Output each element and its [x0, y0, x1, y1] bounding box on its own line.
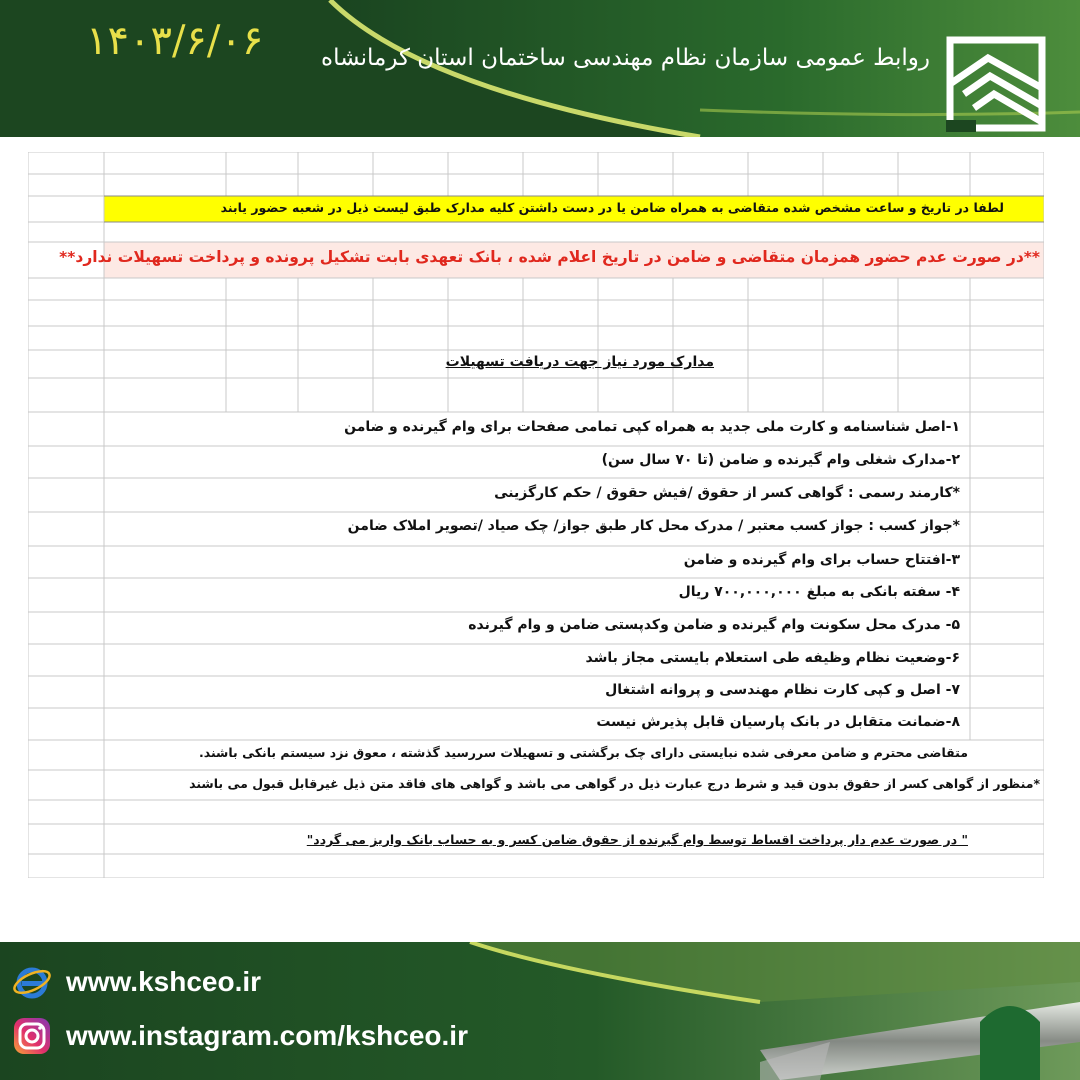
attendance-warning: **در صورت عدم حضور همزمان متقاضی و ضامن در تاریخ اعلام شده ، بانک تعهدی بابت تشکیل پرونده و پرداخت تسهیلات ندارد** [59, 248, 1040, 266]
document-item: *کارمند رسمی : گواهی کسر از حقوق /فیش حقوق / حکم کارگزینی [494, 485, 960, 501]
document-item: ۷- اصل و کپی کارت نظام مهندسی و پروانه اشتغال [605, 682, 960, 698]
document-item: ۲-مدارک شغلی وام گیرنده و ضامن (تا ۷۰ سال سن) [601, 452, 960, 468]
organization-logo-icon [946, 36, 1046, 132]
document-item: ۵- مدرک محل سکونت وام گیرنده و ضامن وکدپستی ضامن و وام گیرنده [468, 617, 960, 633]
footer-website-line [12, 962, 261, 1002]
header-banner [0, 0, 1080, 137]
website-link[interactable]: www.kshceo.ir [66, 966, 262, 997]
document-item: ۶-وضعیت نظام وظیفه طی استعلام بایستی مجاز باشد [585, 650, 960, 666]
spreadsheet-document [28, 152, 1044, 878]
web-browser-icon [12, 962, 52, 1002]
header-date: ۱۴۰۳/۶/۰۶ [86, 18, 264, 64]
document-item: *جواز کسب : جواز کسب معتبر / مدرک محل کار طبق جواز/ چک صیاد /تصویر املاک ضامن [347, 518, 960, 534]
attendance-instruction: لطفا در تاریخ و ساعت مشخص شده متقاضی به همراه ضامن یا در دست داشتن کلیه مدارک طبق لیست ذیل در شعبه حضور یابند [220, 200, 1004, 215]
instagram-icon [12, 1016, 52, 1056]
document-item: ۸-ضمانت متقابل در بانک پارسیان قابل پذیرش نیست [596, 714, 960, 730]
document-item: ۱-اصل شناسنامه و کارت ملی جدید به همراه کپی تمامی صفحات برای وام گیرنده و ضامن [344, 419, 960, 435]
organization-title: روابط عمومی سازمان نظام مهندسی ساختمان استان کرمانشاه [321, 45, 930, 71]
guarantor-note: متقاضی محترم و ضامن معرفی شده نبایستی دارای چک برگشتی و تسهیلات سررسید گذشته ، معوق نزد سیستم بانکی باشند. [198, 745, 968, 760]
salary-deduction-note: *منظور از گواهی کسر از حقوق بدون قید و شرط درج عبارت ذیل در گواهی می باشد و گواهی های فاقد متن ذیل غیرقابل قبول می باشند [189, 776, 1040, 791]
instagram-link[interactable]: www.instagram.com/kshceo.ir [66, 1020, 468, 1051]
document-item: ۴- سفته بانکی به مبلغ ۷۰۰,۰۰۰,۰۰۰ ریال [678, 584, 960, 600]
footer-banner [0, 942, 1080, 1080]
required-certificate-text: " در صورت عدم دار پرداخت اقساط توسط وام گیرنده از حقوق ضامن کسر و به حساب بانک واریز می گردد" [306, 832, 968, 847]
document-item: ۳-افتتاح حساب برای وام گیرنده و ضامن [683, 552, 960, 568]
footer-instagram-line [12, 1016, 468, 1056]
required-documents-heading: مدارک مورد نیاز جهت دریافت تسهیلات [445, 354, 714, 370]
